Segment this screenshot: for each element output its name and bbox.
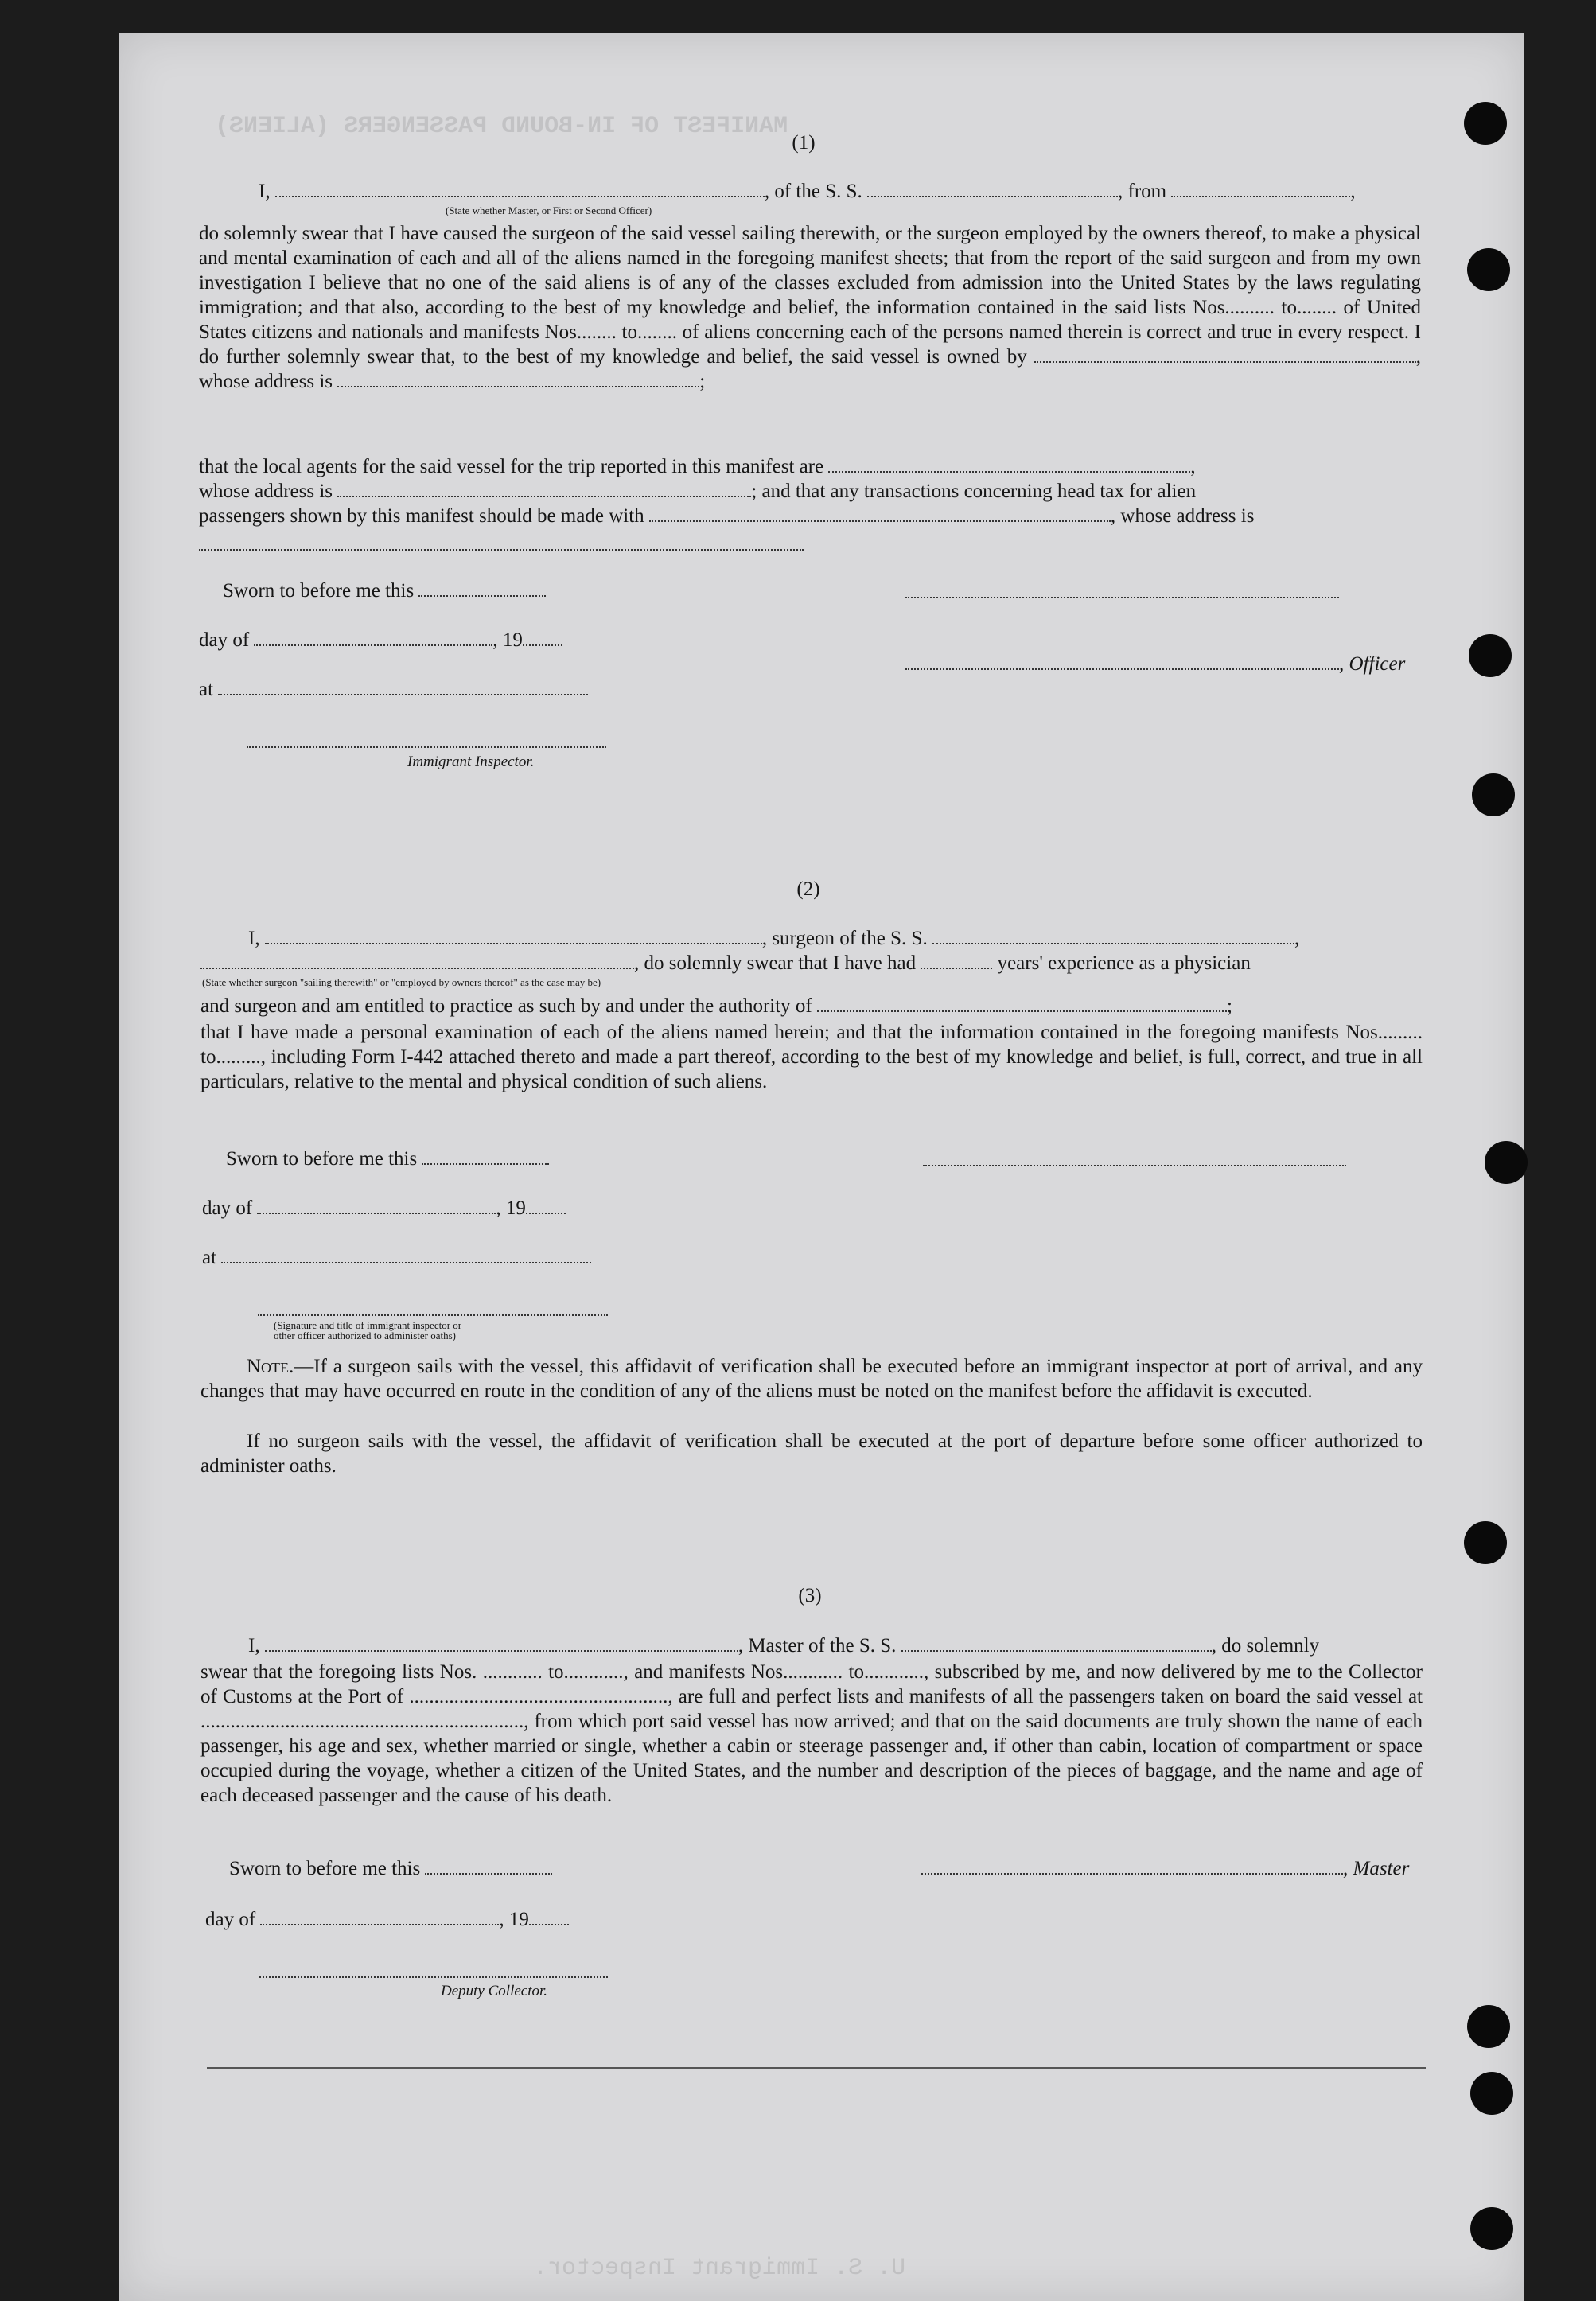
punch-hole <box>1469 634 1512 677</box>
s3-day-text: day of <box>205 1909 256 1930</box>
s1-officer-label: , Officer <box>1339 653 1406 675</box>
s1-day <box>199 629 562 652</box>
officer-field[interactable] <box>275 181 765 197</box>
s2-month-field[interactable] <box>257 1198 496 1214</box>
s2-sublabel: (State whether surgeon "sailing therewith" or "employed by owners thereof" as the case may be) <box>202 976 601 988</box>
surgeon-type-field[interactable] <box>200 953 634 969</box>
s1-sublabel: (State whether Master, or First or Second Officer) <box>446 204 652 216</box>
punch-hole <box>1472 773 1515 816</box>
punch-hole <box>1470 2207 1513 2250</box>
s2-day <box>202 1197 566 1221</box>
s1-agents-text: that the local agents for the said vessel for the trip reported in this manifest are <box>199 456 824 477</box>
punch-hole <box>1464 102 1507 145</box>
s3-ship-field[interactable] <box>901 1636 1212 1652</box>
master-name-field[interactable] <box>265 1636 738 1652</box>
s1-line-1 <box>259 180 1356 204</box>
s2-years-text: years' experience as a physician <box>997 952 1251 974</box>
s1-officer-name-field[interactable] <box>905 654 1339 670</box>
s1-sworn <box>223 579 546 603</box>
document-page <box>119 33 1524 2301</box>
owner-address-field[interactable] <box>337 372 699 387</box>
s3-master-label: , Master <box>1343 1858 1410 1879</box>
s2-sworn-date-field[interactable] <box>422 1149 549 1165</box>
s2-sworn-text: Sworn to before me this <box>226 1148 418 1170</box>
section-2-number: (2) <box>796 878 820 900</box>
s1-whose-address: , whose address is <box>199 346 1422 392</box>
s1-sworn-text: Sworn to before me this <box>223 580 415 602</box>
s2-year-field[interactable] <box>526 1198 566 1214</box>
agents-address-field[interactable] <box>337 481 751 497</box>
s2-day-text: day of <box>202 1197 253 1219</box>
s3-solemnly-text: , do solemnly <box>1211 1635 1320 1657</box>
s3-month-field[interactable] <box>260 1910 499 1925</box>
s2-year-text: , 19 <box>496 1197 526 1219</box>
s2-body2: that I have made a personal examination of each of the aliens named herein; and that the information contained in the foregoing manifests Nos......... to........., including Form I-442 attached thereto and made a part thereof, according to the best of my knowledge and belief, is full, correct, and true in all particulars, relative to the mental and physical condition of such aliens. <box>200 1022 1423 1092</box>
s2-sworn <box>226 1147 549 1171</box>
surgeon-name-field[interactable] <box>265 929 762 944</box>
s2-note-label: Note. <box>247 1356 294 1377</box>
s1-whose-line <box>199 480 1196 504</box>
s3-sworn <box>229 1857 552 1881</box>
s1-sworn-date-field[interactable] <box>418 581 546 597</box>
s1-day-text: day of <box>199 629 250 651</box>
s2-sig-label-2: other officer authorized to administer oaths) <box>274 1330 456 1341</box>
s1-inspector-label: Immigrant Inspector. <box>407 753 535 770</box>
s1-pass-line <box>199 504 1254 528</box>
s2-ship-field[interactable] <box>932 929 1294 944</box>
s1-place-field[interactable] <box>218 679 588 695</box>
s1-body: do solemnly swear that I have caused the surgeon of the said vessel sailing therewith, or the surgeon employed by the owners thereof, to make a physical and mental examination of each and all of the aliens named in the foregoing manifest sheets; that from the report of the said surgeon and from my own investigation I believe that no one of the said aliens is of any of the classes excluded from admission into the United States by the laws regulating immigration; and that also, according to the best of my knowledge and belief, the information contained in the said lists Nos.......... to........ of United States citizens and nationals and manifests Nos........ to........ of aliens concerning each of the persons named therein is correct and true in every respect. I do further solemnly swear that, to the best of my knowledge and belief, the said vessel is owned by , whose address is ; <box>199 223 1422 392</box>
s3-collector-label: Deputy Collector. <box>441 1983 548 1999</box>
punch-hole <box>1464 1521 1507 1564</box>
s1-at-text: at <box>199 679 214 700</box>
s1-whose3-text: , whose address is <box>1110 505 1255 527</box>
s2-note2: If no surgeon sails with the vessel, the affidavit of verification shall be executed at the port of departure before some officer authorized to administer oaths. <box>200 1431 1423 1477</box>
s3-i: I, <box>248 1635 260 1657</box>
ship-name-field[interactable] <box>867 181 1118 197</box>
s1-officer-line <box>905 652 1405 676</box>
s3-master-signature-field[interactable] <box>921 1859 1343 1875</box>
s2-inspector-signature-field[interactable] <box>258 1314 608 1316</box>
punch-hole <box>1467 248 1510 291</box>
s2-swear-text: , do solemnly swear that I have had <box>634 952 917 974</box>
s3-day <box>205 1908 569 1932</box>
owner-field[interactable] <box>1034 347 1416 363</box>
s1-month-field[interactable] <box>254 630 492 646</box>
s3-line-1 <box>248 1634 1319 1658</box>
s2-sig-label-1: (Signature and title of immigrant inspector or <box>274 1319 462 1331</box>
bleed-through-header: MANIFEST OF IN-BOUND PASSENGERS (ALIENS) <box>215 113 788 140</box>
s2-surgeon-text: , surgeon of the S. S. <box>761 928 928 949</box>
s1-pass-text: passengers shown by this manifest should be made with <box>199 505 644 527</box>
headtax-address-field[interactable] <box>199 549 804 551</box>
s2-note <box>200 1354 1423 1404</box>
s3-body: swear that the foregoing lists Nos. ............ to............, and manifests Nos............ to............, subscribed by me, and now delivered by me to the Collector of Customs at the Port of ...................................................., are full and perfect lists and manifests of all the passengers taken on board the said vessel at ................................................................., from which port said vessel has now arrived; and that on the said documents are truly shown the name of each passenger, his age and sex, whether married or single, whether a cabin or steerage passenger and, if other than cabin, location of compartment or space occupied during the voyage, whether a citizen of the United States, and the number and description of the pieces of baggage, and the name and age of each deceased passenger and the cause of his death. <box>200 1661 1423 1806</box>
s1-officer-signature-field[interactable] <box>905 597 1339 598</box>
s1-comma: , <box>1350 181 1356 202</box>
s1-at <box>199 678 588 702</box>
s2-place-field[interactable] <box>221 1248 591 1263</box>
s3-master-text: , Master of the S. S. <box>738 1635 897 1657</box>
s2-line-2 <box>200 952 1251 975</box>
bleed-through-footer: U. S. Immigrant Inspector. <box>533 2255 906 2282</box>
s1-year-text: , 19 <box>492 629 523 651</box>
s2-line-1: I, , surgeon of the S. S. , <box>248 928 1300 949</box>
s1-of-ss: , of the S. S. <box>764 181 862 202</box>
agents-field[interactable] <box>828 457 1190 473</box>
authority-field[interactable] <box>817 996 1227 1012</box>
bottom-rule <box>207 2067 1426 2069</box>
s2-at <box>202 1246 591 1270</box>
s1-agents-line: that the local agents for the said vessel for the trip reported in this manifest are , <box>199 456 1196 477</box>
s1-headtax-text: ; and that any transactions concerning head tax for alien <box>751 481 1197 502</box>
punch-hole <box>1467 2005 1510 2048</box>
s2-body1: and surgeon and am entitled to practice as such by and under the authority of ; <box>200 995 1232 1017</box>
s3-sworn-text: Sworn to before me this <box>229 1858 421 1879</box>
section-1-number: (1) <box>792 132 816 154</box>
s2-surgeon-signature-field[interactable] <box>923 1165 1346 1166</box>
s2-note-text: —If a surgeon sails with the vessel, this affidavit of verification shall be executed before an immigrant inspector at port of arrival, and any changes that may have occurred en route in the condition of any of the aliens must be noted on the manifest before the affidavit is executed. <box>200 1356 1423 1402</box>
punch-hole <box>1470 2072 1513 2115</box>
s1-whose2-text: whose address is <box>199 481 333 502</box>
s1-inspector-signature-field[interactable] <box>247 746 606 748</box>
s1-from: , from <box>1118 181 1167 202</box>
s2-i: I, <box>248 928 260 949</box>
s3-sworn-date-field[interactable] <box>425 1859 552 1875</box>
s3-year-field[interactable] <box>529 1910 569 1925</box>
s3-master-line <box>921 1857 1409 1881</box>
years-field[interactable] <box>921 953 992 969</box>
s1-year-field[interactable] <box>523 630 562 646</box>
s3-collector-signature-field[interactable] <box>259 1976 608 1978</box>
s1-body-text: do solemnly swear that I have caused the surgeon of the said vessel sailing therewith, or the surgeon employed by the owners thereof, to make a physical and mental examination of each and all of the aliens named in the foregoing manifest sheets; that from the report of the said surgeon and from my own investigation I believe that no one of the said aliens is of any of the classes excluded from admission into the United States by the laws regulating immigration; and that also, according to the best of my knowledge and belief, the information contained in the said lists Nos.......... to........ of United States citizens and nationals and manifests Nos........ to........ of aliens concerning each of the persons named therein is correct and true in every respect. I do further solemnly swear that, to the best of my knowledge and belief, the said vessel is owned by <box>199 223 1421 368</box>
s2-at-text: at <box>202 1247 217 1268</box>
from-port-field[interactable] <box>1171 181 1350 197</box>
punch-hole <box>1485 1141 1528 1184</box>
headtax-party-field[interactable] <box>649 506 1111 522</box>
s1-i: I, <box>259 181 271 202</box>
section-3-number: (3) <box>798 1585 822 1606</box>
s3-year-text: , 19 <box>499 1909 529 1930</box>
s2-body1-text: and surgeon and am entitled to practice as such by and under the authority of <box>200 995 812 1017</box>
